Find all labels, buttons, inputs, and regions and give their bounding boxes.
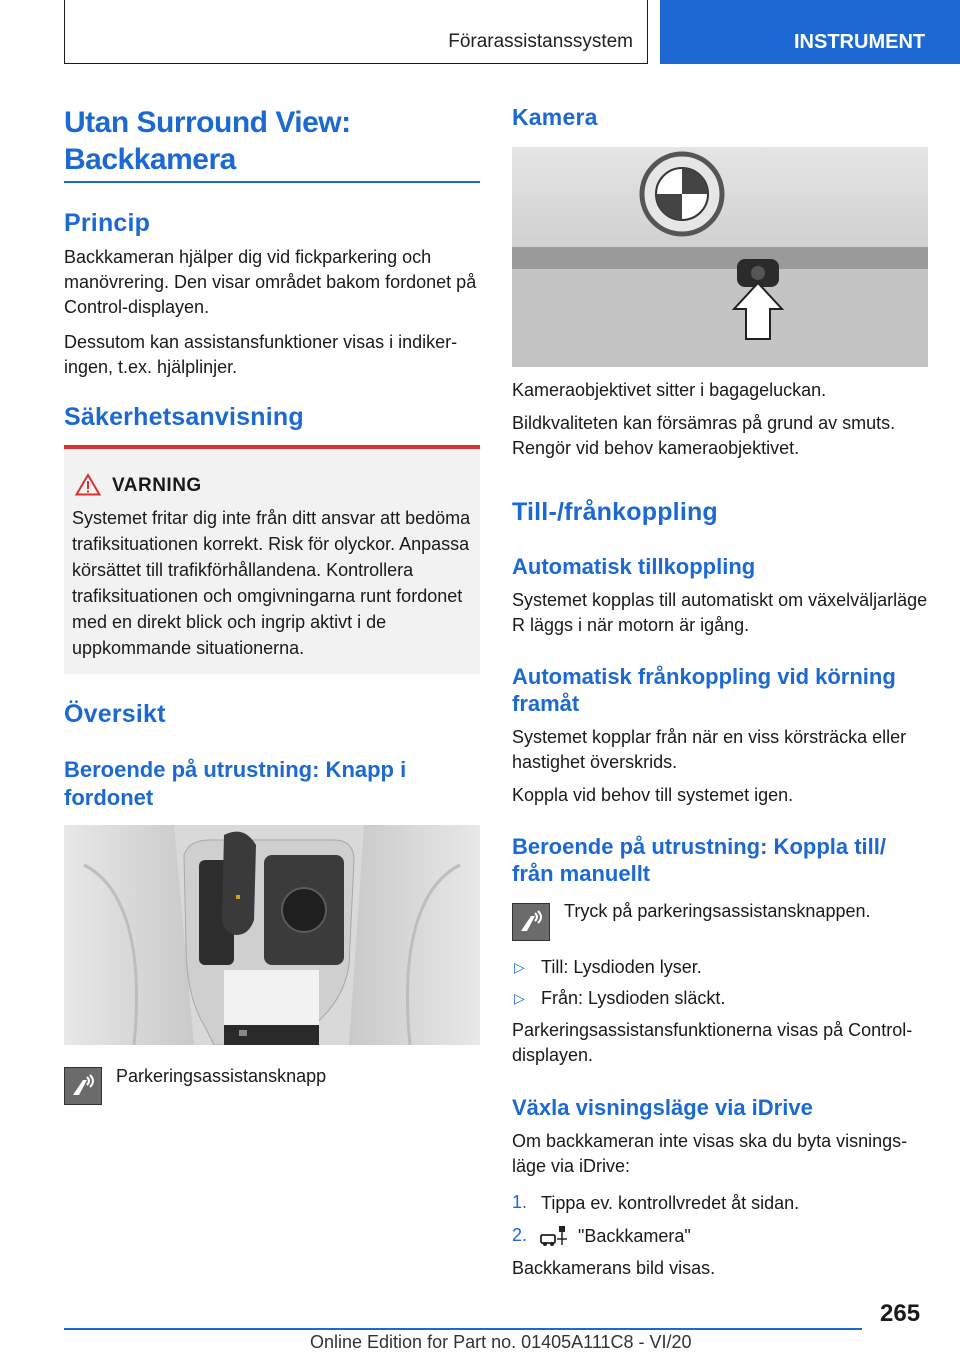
rear-camera-photo: [512, 147, 928, 367]
warning-title: VARNING: [112, 475, 202, 496]
manual-item-2: Från: Lysdioden släckt.: [541, 988, 726, 1008]
princip-paragraph-1: Backkameran hjälper dig vid fickparkering och manövrering. Den visar området bakom fordonet på Control-displayen.: [64, 247, 477, 317]
warning-triangle-icon: [75, 473, 101, 496]
running-header-chapter: INSTRUMENT: [660, 0, 960, 64]
page-title-line2: Backkamera: [64, 143, 236, 176]
button-caption: Parkeringsassistansknapp: [116, 1066, 327, 1086]
auto-on-text: Systemet kopplas till automatiskt om växelväljarläge R läggs i när motorn är igång.: [512, 590, 928, 635]
step-text-2: "Backkamera": [578, 1226, 691, 1246]
manual-item-1: Till: Lysdioden lyser.: [541, 957, 702, 977]
equipment-heading-line1: Beroende på utrustning: Knapp i: [64, 757, 407, 782]
warning-box: [64, 445, 480, 674]
warning-text: Systemet fritar dig inte från ditt ansvar att bedöma trafiksituationen korrekt. Risk för olyckor. Anpassa körsättet till trafikförhållandena. Kontrollera trafiksituationen och omgivningarna runt fordonet med en direkt blick och ingrip aktivt i de uppkommande situationerna.: [72, 508, 471, 658]
manual-heading-line1: Beroende på utrustning: Koppla till/: [512, 834, 886, 859]
title-underline: [64, 181, 480, 183]
running-header-section: Förarassistanssystem: [64, 0, 648, 64]
step-text-1: Tippa ev. kontrollvredet åt sidan.: [541, 1193, 800, 1213]
auto-off-heading-line2: framåt: [512, 691, 580, 716]
manual-heading-line2: från manuellt: [512, 861, 651, 886]
parking-assist-button-icon: [64, 1067, 102, 1105]
edition-footer: Online Edition for Part no. 01405A111C8 - VI/20: [310, 1332, 692, 1352]
overview-heading: Översikt: [64, 700, 166, 728]
onoff-heading: Till-/frånkoppling: [512, 498, 718, 526]
auto-off-text-2: Koppla vid behov till systemet igen.: [512, 785, 794, 805]
rear-camera-icon: [539, 1223, 569, 1249]
princip-paragraph-2: Dessutom kan assistansfunktioner visas i indikeringen, t.ex. hjälplinjer.: [64, 332, 458, 377]
bullet-marker-1: ▷: [514, 959, 525, 975]
step-number-2: 2.: [512, 1225, 528, 1245]
auto-on-heading: Automatisk tillkoppling: [512, 554, 756, 579]
safety-heading: Säkerhetsanvisning: [64, 403, 304, 431]
auto-off-text: Systemet kopplar från när en viss körsträcka eller hastighet överskrids.: [512, 727, 907, 772]
princip-heading: Princip: [64, 209, 151, 237]
manual-text: Tryck på parkeringsassistansknappen.: [564, 901, 871, 921]
auto-off-heading-line1: Automatisk frånkoppling vid körning: [512, 664, 896, 689]
step-number-1: 1.: [512, 1192, 528, 1212]
footer-rule: [64, 1328, 862, 1330]
parking-assist-button-icon-2: [512, 903, 550, 941]
manual-after-text: Parkeringsassistansfunktionerna visas på Control-displayen.: [512, 1020, 913, 1065]
center-console-photo: [64, 825, 480, 1045]
idrive-heading: Växla visningsläge via iDrive: [512, 1095, 813, 1120]
camera-paragraph-1: Kameraobjektivet sitter i bagageluckan.: [512, 380, 827, 400]
equipment-heading-line2: fordonet: [64, 785, 154, 810]
page-number: 265: [880, 1300, 921, 1327]
camera-paragraph-2: Bildkvaliteten kan försämras på grund av smuts. Rengör vid behov kameraobjektivet.: [512, 413, 896, 458]
idrive-text: Om backkameran inte visas ska du byta visningsläge via iDrive:: [512, 1131, 908, 1176]
camera-heading: Kamera: [512, 104, 598, 130]
page-title-line1: Utan Surround View:: [64, 106, 351, 139]
final-text: Backkamerans bild visas.: [512, 1258, 716, 1278]
bullet-marker-2: ▷: [514, 990, 525, 1006]
